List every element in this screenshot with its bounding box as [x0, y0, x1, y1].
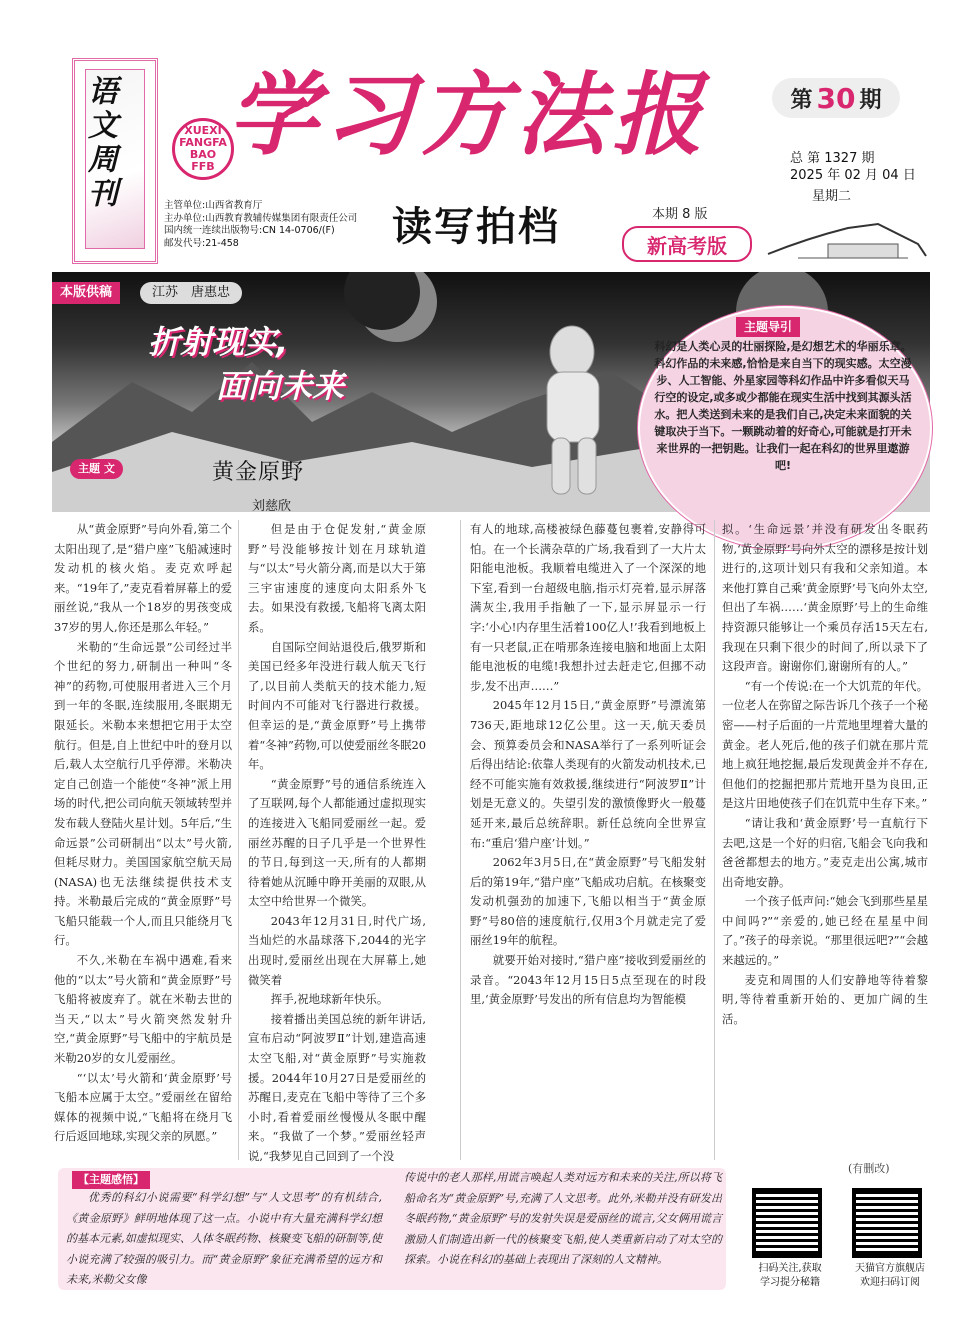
- topic-guide-text: 科幻是人类心灵的壮丽探险,是幻想艺术的华丽乐章。科幻作品的未来感,恰恰是来自当下的现实感。太空漫步、人工智能、外星家园等科幻作品中许多看似天马行空的设定,或多或少都能在现实生活中找到其源头活水。把人类送到未来的是我们自己,决定未来面貌的关键取决于当下。一颗跳动着的好奇心,可能就是打开未来世界的一把钥匙。让我们一起在科幻的世界里遨游吧!: [654, 340, 912, 472]
- issue-badge: 第 30 期: [772, 78, 900, 118]
- qr-code-store[interactable]: [852, 1188, 922, 1258]
- supply-label: 本版供稿: [52, 282, 120, 304]
- pages-info: 本期 8 版: [652, 207, 708, 222]
- article-column-4: 拟。‘生命远景’并没有研发出冬眠药物,‘黄金原野’号向外太空的漂移是按计划进行的,这项计划只有我和父亲知道。本来他打算自己乘‘黄金原野’号飞向外太空,但出了车祸……‘黄金原野’号上的生命维持资源只能够让一个乘员存活15天左右,我现在只剩下很少的时间了,所以录下了这段声音。谢谢你们,谢谢所有的人。” “有一个传说:在一个大饥荒的年代。一位老人在弥留之际告诉几个孩子一个秘密——村子后面的一片荒地里埋着大量的黄金。老人死后,他的孩子们就在那片荒地上疯狂地挖掘,最后发现黄金并不存在,但他们的挖掘把那片荒地开垦为良田,正是这片田地使孩子们在饥荒中生存下来。” “请让我和‘黄金原野’号一直航行下去吧,这是一个好的归宿,飞船会飞向我和爸爸都想去的地方。”麦克走出公寓,城市出奇地安静。 一个孩子低声问:“她会飞到那些星星中间吗?”“亲爱的,她已经在星星中间了。”孩子的母亲说。“那里很远吧?”“会越来越远的。” 麦克和周围的人们安静地等待着黎明,等待着重新开始的、更加广阔的生活。: [722, 522, 928, 1026]
- section-title: 读写拍档: [392, 204, 560, 250]
- series-vertical-title: 语文周刊: [82, 75, 117, 211]
- issue-meta: [790, 150, 916, 205]
- masthead: [0, 0, 980, 270]
- weekday: 星期二: [812, 189, 852, 204]
- issue-date: 2025 年 02 月 04 日: [790, 168, 916, 183]
- qr-caption-study: 扫码关注,获取 学习提分秘籍: [758, 1263, 822, 1288]
- story-tag: 主题 文: [70, 459, 123, 479]
- reflection-text-right: 传说中的老人那样,用谎言唤起人类对远方和未来的关注,所以将飞船命名为“黄金原野”号,充满了人文思考。此外,米勒并没有研发出冬眠药物,“黄金原野”号的发射失误是爱丽丝的谎言,父女俩用谎言激励人们制造出新一代的核聚变飞船,使人类重新启动了对太空的探索。小说在科幻的基础上表现出了深刻的人文精神。: [404, 1171, 722, 1266]
- supply-name: 江苏 唐惠忠: [140, 282, 242, 304]
- house-roof-illustration: [758, 214, 930, 266]
- article-column-1: 从“黄金原野”号向外看,第二个太阳出现了,是“猎户座”飞船减速时发动机的核火焰。麦克欢呼起来。“19年了,”麦克看着屏幕上的爱丽丝说,“我从一个18岁的男孩变成37岁的男人,你还是那么年轻。” 米勒的“生命远景”公司经过半个世纪的努力,研制出一种叫“冬神”的药物,可使服用者进入三个月到一年的冬眠,连续服用,冬眠期无限延长。米勒本来想把它用于太空航行。但是,自上世纪中叶的登月以后,载人太空航行几乎停滞。米勒决定自己创造一个能使“冬神”派上用场的时代,把公司向航天领域转型并发布载人登陆火星计划。5年后,“生命远景”公司研制出“以太”号火箭,但耗尽财力。美国国家航空航天局(NASA)也无法继续提供技术支持。米勒最后完成的“黄金原野”号飞船只能载一个人,而且只能绕月飞行。 不久,米勒在车祸中遇难,看来他的“以太”号火箭和“黄金原野”号飞船将被废弃了。就在米勒去世的当天,“以太”号火箭突然发射升空,“黄金原野”号飞船中的宇航员是米勒20岁的女儿爱丽丝。 “‘以太’号火箭和‘黄金原野’号飞船本应属于太空。”爱丽丝在留给媒体的视频中说,“飞船将在绕月飞行后返回地球,实现父亲的夙愿。”: [54, 522, 232, 1144]
- revision-note: (有删改): [848, 1162, 890, 1175]
- theme-title: 折射现实, 面向未来: [148, 323, 345, 405]
- edition-badge: 新高考版: [622, 226, 752, 262]
- reflection-text-left: 优秀的科幻小说需要“科学幻想”与“人文思考”的有机结合,《黄金原野》鲜明地体现了这一点。小说中有大量充满科学幻想的基本元素,如虚拟现实、人体冬眠药物、核聚变飞船的研制等,使小说充满了较强的吸引力。而“黄金原野”象征充满希望的远方和未来,米勒父女像: [66, 1191, 382, 1286]
- qr-caption-store: 天猫官方旗舰店 欢迎扫码订阅: [855, 1263, 925, 1288]
- series-frame: [72, 58, 158, 264]
- column-divider: [714, 520, 715, 1160]
- reflection-label: 【主题感悟】: [72, 1171, 150, 1189]
- qr-code-study[interactable]: [752, 1188, 822, 1258]
- column-divider: [460, 520, 461, 1160]
- story-author: 刘慈欣: [252, 499, 292, 514]
- newspaper-logo: XUEXI FANGFA BAO FFB: [172, 118, 234, 180]
- topic-guide-label: 主题导引: [736, 317, 800, 337]
- newspaper-title: 学习方法报: [228, 63, 708, 168]
- article-column-2: 但是由于仓促发射,“黄金原野”号没能够按计划在月球轨道与“以太”号火箭分离,而是以大于第三宇宙速度的速度向太阳系外飞去。如果没有救援,飞船将飞离太阳系。 自国际空间站退役后,俄罗斯和美国已经多年没进行载人航天飞行了,以目前人类航天的技术能力,短时间内不可能对飞行器进行救援。但幸运的是,“黄金原野”号上携带着“冬神”药物,可以使爱丽丝冬眠20年。 “黄金原野”号的通信系统连入了互联网,每个人都能通过虚拟现实的连接进入飞船同爱丽丝一起。爱丽丝苏醒的日子几乎是一个世界性的节日,每到这一天,所有的人都期待着她从沉睡中睁开美丽的双眼,从太空中给世界一个微笑。 2043年12月31日,时代广场,当灿烂的水晶球落下,2044的光字出现时,爱丽丝出现在大屏幕上,她微笑着 挥手,祝地球新年快乐。 接着播出美国总统的新年讲话,宣布启动“阿波罗Ⅱ”计划,建造高速太空飞船,对“黄金原野”号实施救援。2044年10月27日是爱丽丝的苏醒日,麦克在飞船中等待了三个多小时,看着爱丽丝慢慢从冬眠中醒来。“我做了一个梦。”爱丽丝轻声说,“我梦见自己回到了一个没: [248, 522, 426, 1163]
- column-divider: [238, 520, 239, 1160]
- story-title: 黄金原野: [212, 460, 305, 485]
- admin-info: 主管单位:山西省教育厅 主办单位:山西教育教辅传媒集团有限责任公司 国内统一连续出版物号:CN 14-0706/(F) 邮发代号:21-458: [164, 200, 358, 249]
- total-issue: 总 第 1327 期: [790, 151, 875, 166]
- article-column-3: 有人的地球,高楼被绿色藤蔓包裹着,安静得可怕。在一个长满杂草的广场,我看到了一大片太阳能电池板。我顺着电缆进入了一个深深的地下室,看到一台超级电脑,指示灯亮着,显示屏落满灰尘,我用手指触了一下,显示屏显示一行字:‘小心!内存里生活着100亿人!’我看到地板上有一只老鼠,正在啃那条连接电脑和地面上太阳能电池板的电缆!我想扑过去赶走它,但挪不动步,发不出声……” 2045年12月15日,“黄金原野”号漂流第736天,距地球12亿公里。这一天,航天委员会、预算委员会和NASA举行了一系列听证会后得出结论:依靠人类现有的火箭发动机技术,已经不可能实施有效救援,继续进行“阿波罗Ⅱ”计划是无意义的。失望引发的激愤像野火一般蔓延开来,最后总统辞职。新任总统向全世界宣布:“重启‘猎户座’计划。” 2062年3月5日,在“黄金原野”号飞船发射后的第19年,“猎户座”飞船成功启航。在核聚变发动机强劲的加速下,飞船以相当于“黄金原野”号80倍的速度航行,仅用3个月就走完了爱丽丝19年的航程。 就要开始对接时,“猎户座”接收到爱丽丝的录音。“2043年12月15日5点至现在的时段里,‘黄金原野’号发出的所有信息均为智能模: [470, 522, 706, 1007]
